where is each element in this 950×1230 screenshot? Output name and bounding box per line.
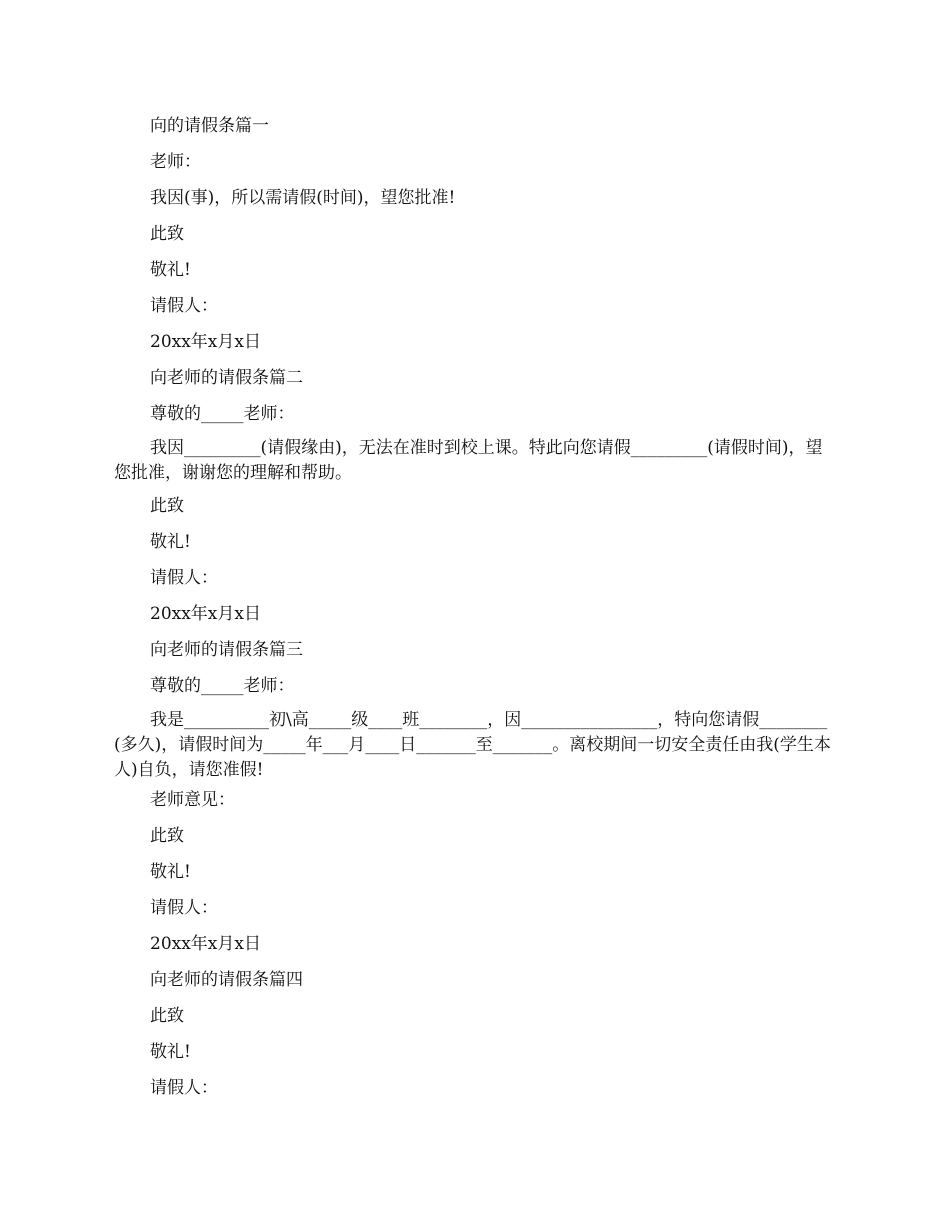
- section3-signer: 请假人：: [150, 898, 218, 918]
- section4-closing2: 敬礼!: [150, 1042, 191, 1062]
- section2-title: 向老师的请假条篇二: [150, 368, 303, 388]
- section3-date: 20xx年x月x日: [150, 934, 261, 954]
- section3-title: 向老师的请假条篇三: [150, 640, 303, 660]
- section3-body: 我是__________初\高_____级____班________，因________________，特向您请假________(多久)，请假时间为_____年___月____日_______至_______。离校期间一切安全责任由我(学生本人)自负，请您准假!: [114, 710, 831, 780]
- section2-signer: 请假人：: [150, 568, 218, 588]
- section4-closing1: 此致: [150, 1006, 184, 1026]
- section3-salutation: 尊敬的_____老师：: [150, 676, 295, 696]
- section3-closing2: 敬礼!: [150, 862, 191, 882]
- section1-closing2: 敬礼!: [150, 260, 191, 280]
- section1-title: 向的请假条篇一: [150, 116, 269, 136]
- section1-salutation: 老师：: [150, 152, 201, 172]
- section1-date: 20xx年x月x日: [150, 332, 261, 352]
- section4-signer: 请假人：: [150, 1078, 218, 1098]
- section3-opinion: 老师意见：: [150, 790, 235, 810]
- section2-date: 20xx年x月x日: [150, 604, 261, 624]
- section1-body: 我因(事)，所以需请假(时间)，望您批准!: [150, 188, 456, 208]
- section4-title: 向老师的请假条篇四: [150, 970, 303, 990]
- section2-closing2: 敬礼!: [150, 532, 191, 552]
- section1-signer: 请假人：: [150, 296, 218, 316]
- section3-closing1: 此致: [150, 826, 184, 846]
- section2-salutation: 尊敬的_____老师：: [150, 404, 295, 424]
- section2-body: 我因_________(请假缘由)，无法在准时到校上课。特此向您请假_________(请假时间)，望您批准，谢谢您的理解和帮助。: [114, 438, 823, 483]
- section1-closing1: 此致: [150, 224, 184, 244]
- section2-closing1: 此致: [150, 496, 184, 516]
